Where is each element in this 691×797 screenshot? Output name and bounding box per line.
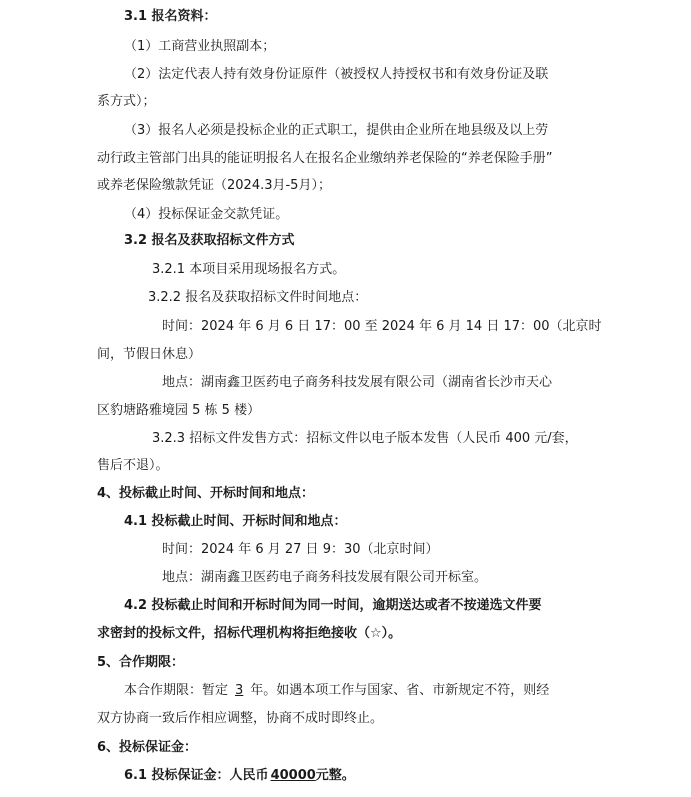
s61-amount: 40000 <box>270 768 316 783</box>
s321-text: 3.2.1 本项目采用现场报名方式。 <box>152 262 346 277</box>
s31-item-3: （3）报名人必须是投标企业的正式职工，提供由企业所在地县级及以上劳 <box>124 123 549 138</box>
s42-text-cont: 求密封的投标文件，招标代理机构将拒绝接收（☆）。 <box>97 626 402 641</box>
section-5-title: 5、合作期限： <box>97 655 185 670</box>
s322-place-cont: 区豹塘路雅境园 5 栋 5 楼） <box>97 403 261 418</box>
section-3-2-title: 3.2 报名及获取招标文件方式 <box>124 233 295 248</box>
s31-item-3-cont-1: 动行政主管部门出具的能证明报名人在报名企业缴纳养老保险的“养老保险手册” <box>97 151 553 166</box>
s322-place: 地点：湖南鑫卫医药电子商务科技发展有限公司（湖南省长沙市天心 <box>162 375 553 390</box>
s31-item-2: （2）法定代表人持有效身份证原件（被授权人持授权书和有效身份证及联 <box>124 67 549 82</box>
s31-item-1: （1）工商营业执照副本； <box>124 39 276 54</box>
s42-text: 4.2 投标截止时间和开标时间为同一时间，逾期送达或者不按递选文件要 <box>124 598 542 613</box>
section-6-title: 6、投标保证金： <box>97 740 198 755</box>
s61-text-post: 元整。 <box>315 768 355 783</box>
section-3-1-title: 3.1 报名资料： <box>124 9 217 24</box>
s5-years: 3 <box>235 683 244 698</box>
s61-text <box>124 767 355 785</box>
s31-item-4: （4）投标保证金交款凭证。 <box>124 207 289 222</box>
s61-text-pre: 6.1 投标保证金：人民币 <box>124 768 269 783</box>
s31-item-3-cont-2: 或养老保险缴款凭证（2024.3月-5月）； <box>97 178 331 193</box>
s323-text-cont: 售后不退）。 <box>97 458 169 473</box>
s322-time: 时间：2024 年 6 月 6 日 17：00 至 2024 年 6 月 14 日 17：00（北京时 <box>162 319 602 334</box>
section-4-1-title: 4.1 投标截止时间、开标时间和地点： <box>124 514 347 529</box>
s323-text: 3.2.3 招标文件发售方式：招标文件以电子版本发售（人民币 400 元/套， <box>152 431 578 446</box>
s322-time-cont: 间，节假日休息） <box>97 347 202 362</box>
s5-text <box>124 682 549 700</box>
s41-place: 地点：湖南鑫卫医药电子商务科技发展有限公司开标室。 <box>162 570 488 585</box>
s5-text-pre: 本合作期限：暂定 <box>124 683 229 698</box>
s322-text: 3.2.2 报名及获取招标文件时间地点： <box>148 290 368 305</box>
s5-text-cont: 双方协商一致后作相应调整，协商不成时即终止。 <box>97 711 384 726</box>
section-4-title: 4、投标截止时间、开标时间和地点： <box>97 486 315 501</box>
s5-text-post: 年。如遇本项工作与国家、省、市新规定不符，则经 <box>250 683 550 698</box>
s41-time: 时间：2024 年 6 月 27 日 9：30（北京时间） <box>162 542 439 557</box>
s31-item-2-cont: 系方式）； <box>97 94 156 109</box>
